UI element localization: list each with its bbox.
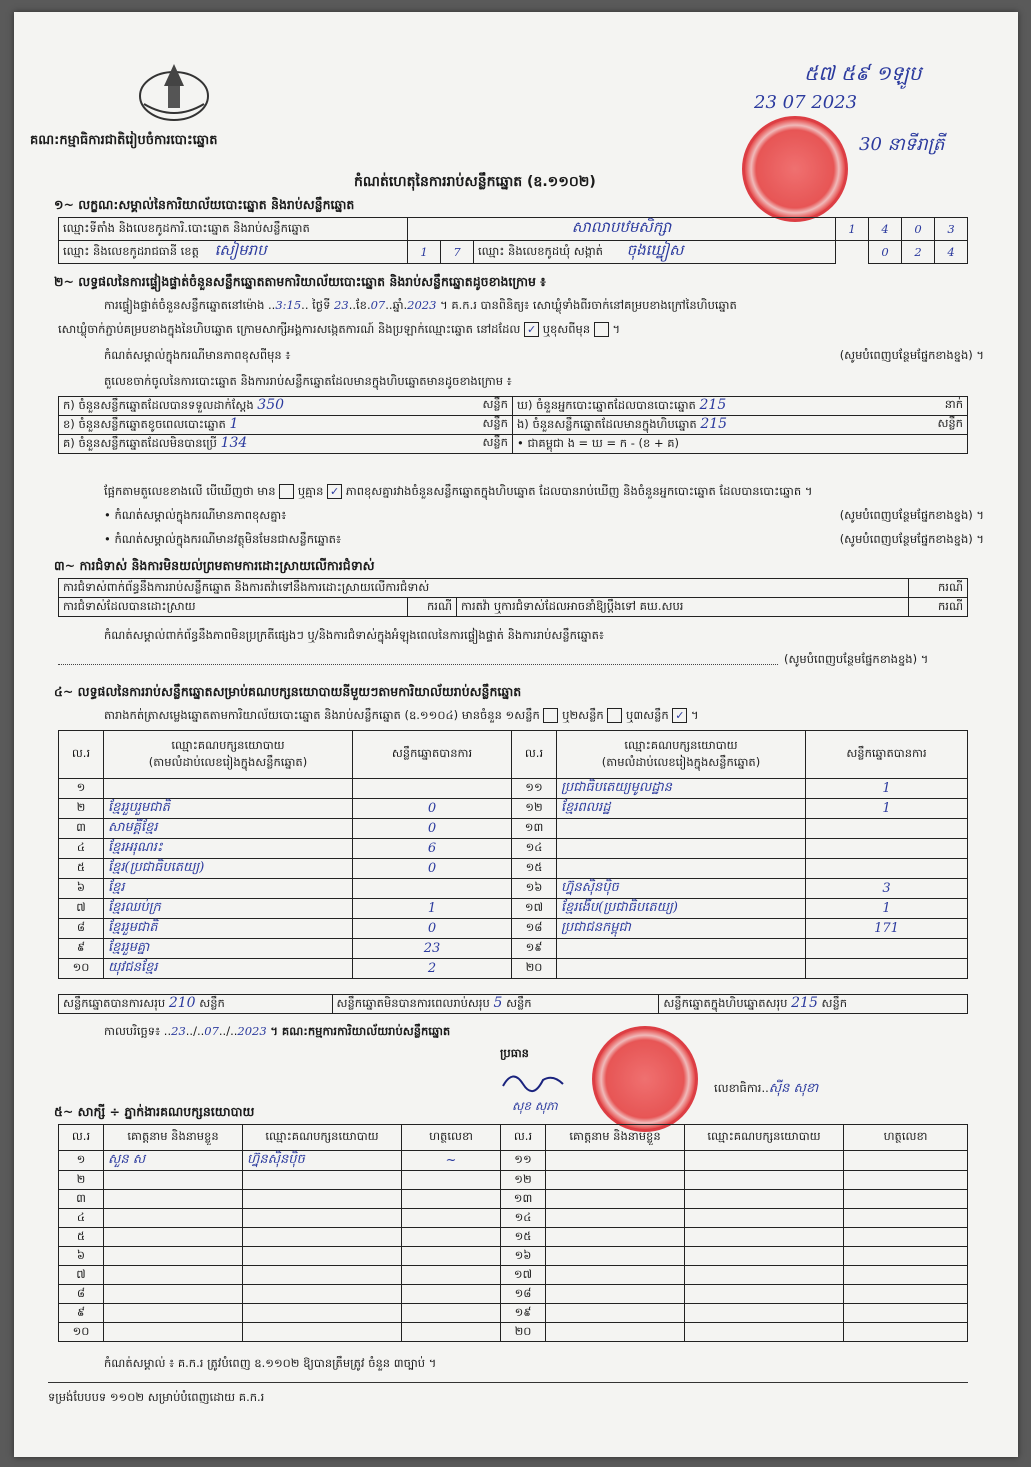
row-number: ១៨ (501, 1285, 546, 1304)
row-number: ៦ (59, 1247, 104, 1266)
location-code-3: 0 (902, 218, 935, 241)
valid-votes: 1 (806, 799, 968, 819)
sheet-count-line: តារាងកត់ត្រាសម្លេងឆ្នោតតាមការិយាល័យបោះឆ្នោត និងរាប់សន្លឹកឆ្នោត (ឧ.១១០៤) មានចំនួន ១សន្លឹក ឬ២សន្លឹក ឬ៣សន្លឹក ✓ ។ (104, 708, 699, 722)
row-number: ១៩ (512, 939, 557, 959)
table-row (59, 839, 968, 859)
witness-signature (402, 1266, 501, 1285)
party-name: យុវជនខ្មែរ (104, 959, 353, 979)
commune-code-2: 2 (902, 241, 935, 264)
witness-party (243, 1171, 402, 1190)
row-number: ១៤ (512, 839, 557, 859)
section2-heading: ២~ លទ្ធផលនៃការផ្ទៀងផ្ទាត់ចំនួនសន្លឹកឆ្នោតតាមការិយាល័យបោះឆ្នោត និងរាប់សន្លឹកឆ្នោតដូចខាងក្រោម ៖ (54, 274, 546, 289)
form-title: កំណត់ហេតុនៃការរាប់សន្លឹកឆ្នោត (ឧ.១១០២) (354, 174, 596, 190)
location-label: ឈ្មោះទីតាំង និងលេខកូដការិ.បោះឆ្នោត និងរាប់សន្លឹកឆ្នោត (59, 218, 408, 241)
time-value: 3:15 (275, 298, 302, 312)
row-number: ៩ (59, 1304, 104, 1323)
witness-name: សួន ស (104, 1151, 243, 1171)
party-name: ខ្មែររួមជាតិ (104, 919, 353, 939)
valid-votes (806, 939, 968, 959)
valid-votes (806, 819, 968, 839)
objection-appeal: ការតវ៉ា ឬការជំទាស់ដែលអាចនាំឱ្យប្តឹងទៅ គឃ.សបរ (457, 598, 909, 617)
party-name: សាមគ្គីខ្មែរ (104, 819, 353, 839)
party-name: ខ្មែររួបរួមជាតិ (104, 799, 353, 819)
secretary-block: លេខាធិការ..ស៊ីន សុខា (714, 1081, 819, 1096)
location-code-4: 3 (935, 218, 968, 241)
row-number: ១ (59, 779, 104, 799)
table-row (59, 1190, 968, 1209)
total-invalid: 5 (493, 995, 503, 1011)
witness-party (243, 1247, 402, 1266)
row-number: ១៧ (512, 899, 557, 919)
row-number: ១១ (512, 779, 557, 799)
party-name: ប្រជាជនកម្ពុជា (557, 919, 806, 939)
witness-name (104, 1190, 243, 1209)
witness-party (685, 1285, 844, 1304)
table-row (59, 1151, 968, 1171)
party-results-table: ល.រ ឈ្មោះគណបក្សនយោបាយ (តាមលំដាប់លេខរៀងក្នុងសន្លឹកឆ្នោត) សន្លឹកឆ្នោតបានការ ល.រ ឈ្មោះគណបក្សនយោបាយ (តាមលំដាប់លេខរៀងក្នុងសន្លឹកឆ្នោត) សន្លឹកឆ្នោតបានការ ១ ១១ ប្រជាធិបតេយ្យមូលដ្ឋាន 1 ២ ខ្មែររួបរួមជាតិ 0 ១២ ខ្មែរពលរដ្ឋ 1 ៣ សាមគ្គីខ្មែរ 0 ១៣ ៤ ខ្មែរអរុណរះ 6 ១៤ ៥ ខ្មែរ(ប្រជាធិបតេយ្យ) 0 ១៥ ៦ ខ្មែរ ១៦ ហ្វ៊ុនស៊ិនប៉ិច 3 ៧ ខ្មែរឈប់ក្រ 1 ១៧ ខ្មែរងើប(ប្រជាធិបតេយ្យ) 1 ៨ ខ្មែររួមជាតិ 0 ១៨ ប្រជាជនកម្ពុជា 171 ៩ ខ្មែររួមគ្នា 23 ១៩ ១០ យុវជនខ្មែរ 2 ២០ (58, 730, 968, 979)
witness-party (685, 1190, 844, 1209)
diff-line: ផ្អែកតាមតួលេខខាងលើ បើឃើញថា មាន ឬគ្មាន ✓ ភាពខុសគ្នារវាងចំនួនសន្លឹកឆ្នោតក្នុងហិបឆ្នោត ដែលបានរាប់ឃើញ និងចំនួនអ្នកបោះឆ្នោត ដែលបានបោះឆ្នោត ។ (104, 484, 813, 498)
witness-signature: ~ (402, 1151, 501, 1171)
figures-intro: តួលេខចាក់ចូលនៃការបោះឆ្នោត និងការរាប់សន្លឹកឆ្នោតដែលមានក្នុងហិបឆ្នោតមានដូចខាងក្រោម ៖ (104, 374, 512, 388)
commune-value: ចុងឃ្នៀស (626, 241, 684, 259)
row-number: ៩ (59, 939, 104, 959)
bullet-note-1: • កំណត់សម្គាល់ក្នុងករណីមានភាពខុសគ្នា៖ (សូមបំពេញបន្ថែមផ្នែកខាងខ្នង) ។ (104, 508, 984, 522)
verification-line: ការផ្ទៀងផ្ទាត់ចំនួនសន្លឹកឆ្នោតនៅម៉ោង ..3:15.. ថ្ងៃទី 23..ខែ.07..ឆ្នាំ.2023 ។ គ.ក.រ បានពិនិត្យ៖ សោឃ្លុំទាំងពីរចាក់នៅគម្របខាងក្រៅនៃហិបឆ្នោត (104, 298, 737, 312)
witness-name (546, 1209, 685, 1228)
signing-date-line: កាលបរិច្ឆេទ៖ ..23../..07../..2023 ។ គណ:កម្មការការិយាល័យរាប់សន្លឹកឆ្នោត (104, 1024, 451, 1038)
witness-party (243, 1285, 402, 1304)
party-name: ប្រជាធិបតេយ្យមូលដ្ឋាន (557, 779, 806, 799)
three-sheets-checkbox[interactable]: ✓ (672, 708, 687, 723)
national-emblem-icon (134, 56, 214, 126)
witness-signature (402, 1304, 501, 1323)
totals-table: សន្លឹកឆ្នោតបានការសរុប 210 សន្លឹក សន្លឹកឆ្នោតមិនបានការពេលរាប់សរុប 5 សន្លឹក សន្លឹកឆ្នោតក្នុងហិបឆ្នោតសរុប 215 សន្លឹក (58, 994, 968, 1014)
commune-code-3: 4 (935, 241, 968, 264)
valid-votes: 3 (806, 879, 968, 899)
witness-name (546, 1304, 685, 1323)
witness-name (546, 1171, 685, 1190)
witness-signature (844, 1228, 968, 1247)
table-row (59, 1247, 968, 1266)
table-row (59, 899, 968, 919)
province-code-1: 1 (408, 241, 441, 264)
party-name: ខ្មែរអរុណរះ (104, 839, 353, 859)
bullet-note-2: • កំណត់សម្គាល់ក្នុងករណីមានវត្ថុមិនមែនជាសន្លឹកឆ្នោត៖ (សូមបំពេញបន្ថែមផ្នែកខាងខ្នង) ។ (104, 532, 984, 546)
row-number: ១៣ (512, 819, 557, 839)
table-row (59, 779, 968, 799)
stamp-handwriting-1: ៥៧ ៥៩ ១ឡូប (804, 61, 922, 85)
table-row (59, 819, 968, 839)
year-value: 2023 (407, 298, 437, 312)
row-number: ១៧ (501, 1266, 546, 1285)
row-number: ២ (59, 1171, 104, 1190)
witness-party (243, 1304, 402, 1323)
witness-note: កំណត់សម្គាល់ ៖ គ.ក.រ ត្រូវបំពេញ ឧ.១១០២ ឱ្យបានត្រឹមត្រូវ ចំនួន ៣ច្បាប់ ។ (104, 1356, 437, 1370)
row-number: ១៥ (501, 1228, 546, 1247)
valid-votes: 0 (353, 919, 512, 939)
witness-party (685, 1151, 844, 1171)
row-number: ៥ (59, 859, 104, 879)
row-number: ៨ (59, 1285, 104, 1304)
row-number: ១០ (59, 959, 104, 979)
table-row (59, 1209, 968, 1228)
witness-name (546, 1323, 685, 1342)
official-seal-top (742, 116, 848, 222)
witness-signature (402, 1209, 501, 1228)
witness-party (243, 1209, 402, 1228)
valid-votes: 0 (353, 819, 512, 839)
witness-name (104, 1209, 243, 1228)
witness-name (546, 1151, 685, 1171)
witness-name (104, 1285, 243, 1304)
witness-name (104, 1323, 243, 1342)
has-diff-checkbox[interactable] (279, 484, 294, 499)
figures-row-a: ក) ចំនួនសន្លឹកឆ្នោតដែលបានទទួលដាក់ស្តែង 350 សន្លឹក ឃ) ចំនួនអ្នកបោះឆ្នោតដែលបានបោះឆ្នោត 215 នាក់ (59, 397, 968, 416)
two-sheets-checkbox[interactable] (607, 708, 622, 723)
different-checkbox[interactable] (594, 322, 609, 337)
objection-note-tail: (សូមបំពេញបន្ថែមផ្នែកខាងខ្នង) ។ (784, 652, 929, 666)
witness-party (685, 1171, 844, 1190)
objection-note-line (58, 652, 778, 665)
row-number: ៤ (59, 1209, 104, 1228)
row-number: ៥ (59, 1228, 104, 1247)
section1-heading: ១~ លក្ខណ:សម្គាល់នៃការិយាល័យបោះឆ្នោត និងរាប់សន្លឹកឆ្នោត (54, 197, 355, 212)
witness-signature (402, 1190, 501, 1209)
witness-signature (844, 1190, 968, 1209)
section5-heading: ៥~ សាក្សី ÷ ភ្នាក់ងារគណបក្សនយោបាយ (54, 1104, 255, 1119)
party-name: ហ្វ៊ុនស៊ិនប៉ិច (557, 879, 806, 899)
witness-signature (844, 1247, 968, 1266)
witness-name (104, 1171, 243, 1190)
row-number: ១៤ (501, 1209, 546, 1228)
row-number: ១៩ (501, 1304, 546, 1323)
row-number: ១៦ (501, 1247, 546, 1266)
witness-party (243, 1228, 402, 1247)
objection-note: កំណត់សម្គាល់ពាក់ព័ន្ធនឹងភាពមិនប្រក្រតីផ្សេងៗ ឬ/និងការជំទាស់ក្នុងអំឡុងពេលនៃការផ្ទៀងផ្ទាត់ និងការរាប់សន្លឹកឆ្នោត៖ (104, 628, 604, 642)
row-number: ១២ (512, 799, 557, 819)
chair-signature-icon (498, 1066, 568, 1099)
party-name (557, 819, 806, 839)
party-name: ខ្មែររួមគ្នា (104, 939, 353, 959)
valid-votes: 171 (806, 919, 968, 939)
table-row (59, 959, 968, 979)
witness-name (546, 1228, 685, 1247)
witness-name (104, 1228, 243, 1247)
row-number: ២០ (512, 959, 557, 979)
section3-heading: ៣~ ការជំទាស់ និងការមិនយល់ព្រមតាមការដោះស្រាយលើការជំទាស់ (54, 558, 375, 573)
row-number: ២ (59, 799, 104, 819)
witness-name (546, 1247, 685, 1266)
witness-party (685, 1209, 844, 1228)
valid-votes: 1 (353, 899, 512, 919)
valid-votes: 1 (806, 779, 968, 799)
party-name (557, 959, 806, 979)
witness-party (685, 1323, 844, 1342)
figures-row-c: គ) ចំនួនសន្លឹកឆ្នោតដែលមិនបានប្រើ 134 សន្លឹក • ជាគម្ពុជា ង = ឃ = ក - (ខ + គ) (59, 435, 968, 454)
commune-code-1: 0 (869, 241, 902, 264)
valid-votes: 6 (353, 839, 512, 859)
table-row (59, 1228, 968, 1247)
location-code-2: 4 (869, 218, 902, 241)
figures-row-b: ខ) ចំនួនសន្លឹកឆ្នោតខូចពេលបោះឆ្នោត 1 សន្លឹក ង) ចំនួនសន្លឹកឆ្នោតដែលមានក្នុងហិបឆ្នោត 215 សន្លឹក (59, 416, 968, 435)
table-row (59, 879, 968, 899)
table-row (59, 919, 968, 939)
witness-party (685, 1247, 844, 1266)
footer-rule (48, 1382, 968, 1383)
row-number: ៨ (59, 919, 104, 939)
objection-row-1: ការជំទាស់ពាក់ព័ន្ធនឹងការរាប់សន្លឹកឆ្នោត និងការតវ៉ាទៅនឹងការដោះស្រាយលើការជំទាស់ (59, 579, 909, 598)
witness-signature (844, 1171, 968, 1190)
table-row (59, 1304, 968, 1323)
party-name: ខ្មែរងើប(ប្រជាធិបតេយ្យ) (557, 899, 806, 919)
witness-signature (402, 1323, 501, 1342)
witness-party (243, 1323, 402, 1342)
ballot-figures-table (58, 396, 968, 454)
table-row (59, 1285, 968, 1304)
total-valid: 210 (168, 995, 196, 1011)
table-row (59, 1323, 968, 1342)
party-name (557, 859, 806, 879)
witness-name (104, 1266, 243, 1285)
province-code-2: 7 (441, 241, 474, 264)
row-number: ៤ (59, 839, 104, 859)
month-value: 07 (370, 298, 386, 312)
total-in-box: 215 (791, 995, 818, 1011)
form-footer: ទម្រង់បែបបទ ១១០២ សម្រាប់បំពេញដោយ គ.ក.រ (48, 1390, 265, 1404)
witness-signature (844, 1323, 968, 1342)
province-value: សៀមរាប (214, 241, 267, 259)
objection-resolved: ការជំទាស់ដែលបានដោះស្រាយ (59, 598, 408, 617)
party-name (104, 779, 353, 799)
valid-votes: 1 (806, 899, 968, 919)
row-number: ៣ (59, 1190, 104, 1209)
witness-signature (844, 1151, 968, 1171)
stamp-handwriting-time: 30 នាទីរាត្រី (859, 134, 945, 155)
party-name (557, 839, 806, 859)
row-number: ៧ (59, 1266, 104, 1285)
valid-votes (353, 779, 512, 799)
valid-votes: 0 (353, 799, 512, 819)
day-value: 23 (334, 298, 349, 312)
witness-party (685, 1266, 844, 1285)
witness-signature (402, 1228, 501, 1247)
row-number: ១១ (501, 1151, 546, 1171)
official-seal-bottom (592, 1026, 698, 1132)
witness-table: ល.រ គោត្តនាម និងនាមខ្លួន ឈ្មោះគណបក្សនយោបាយ ហត្ថលេខា ល.រ គោត្តនាម និងនាមខ្លួន ឈ្មោះគណបក្សនយោបាយ ហត្ថលេខា ១ សួន ស ហ្វ៊ុនស៊ិនប៉ិច ~ ១១ ២ ១២ ៣ ១៣ ៤ ១៤ ៥ ១៥ ៦ ១៦ ៧ ១៧ ៨ ១៨ ៩ ១៩ ១០ ២០ (58, 1124, 968, 1342)
location-code-1: 1 (836, 218, 869, 241)
table-row (59, 1266, 968, 1285)
valid-votes: 2 (353, 959, 512, 979)
valid-votes (806, 839, 968, 859)
table-row (59, 939, 968, 959)
province-label: ឈ្មោះ និងលេខកូដរាជធានី ខេត្ត (63, 244, 199, 258)
witness-party: ហ្វ៊ុនស៊ិនប៉ិច (243, 1151, 402, 1171)
location-value: សាលាបឋមសិក្សា (408, 218, 836, 241)
witness-signature (402, 1247, 501, 1266)
row-number: ១៨ (512, 919, 557, 939)
row-number: ៦ (59, 879, 104, 899)
witness-party (685, 1228, 844, 1247)
valid-votes (353, 879, 512, 899)
same-checkbox[interactable]: ✓ (524, 322, 539, 337)
witness-party (243, 1190, 402, 1209)
witness-signature (844, 1304, 968, 1323)
row-number: ២០ (501, 1323, 546, 1342)
witness-party (243, 1266, 402, 1285)
witness-party (685, 1304, 844, 1323)
diff-note-line: កំណត់សម្គាល់ក្នុងករណីមានភាពខុសពីមុន ៖ (សូមបំពេញបន្ថែមផ្នែកខាងខ្នង) ។ (104, 348, 984, 362)
row-number: ៧ (59, 899, 104, 919)
valid-votes (806, 959, 968, 979)
table-row (59, 859, 968, 879)
commune-label: ឈ្មោះ និងលេខកូដឃុំ សង្កាត់ (478, 244, 603, 258)
witness-signature (844, 1266, 968, 1285)
witness-name (104, 1247, 243, 1266)
no-diff-checkbox[interactable]: ✓ (327, 484, 342, 499)
table-row (59, 1171, 968, 1190)
valid-votes (806, 859, 968, 879)
witness-name (546, 1190, 685, 1209)
row-number: ១៣ (501, 1190, 546, 1209)
row-number: ១៦ (512, 879, 557, 899)
row-number: ១ (59, 1151, 104, 1171)
table-row (59, 799, 968, 819)
form-page (14, 12, 1018, 1457)
witness-name (546, 1285, 685, 1304)
witness-name (546, 1266, 685, 1285)
one-sheet-checkbox[interactable] (543, 708, 558, 723)
valid-votes: 23 (353, 939, 512, 959)
party-name: ខ្មែរ (104, 879, 353, 899)
chair-label: ប្រធាន (500, 1046, 529, 1060)
row-number: ១០ (59, 1323, 104, 1342)
witness-signature (402, 1285, 501, 1304)
row-number: ១២ (501, 1171, 546, 1190)
section4-heading: ៤~ លទ្ធផលនៃការរាប់សន្លឹកឆ្នោតសម្រាប់គណបក្សនយោបាយនីមួយៗតាមការិយាល័យរាប់សន្លឹកឆ្នោត (54, 684, 522, 699)
witness-name (104, 1304, 243, 1323)
party-name: ខ្មែរ(ប្រជាធិបតេយ្យ) (104, 859, 353, 879)
row-number: ១៥ (512, 859, 557, 879)
objections-table: ការជំទាស់ពាក់ព័ន្ធនឹងការរាប់សន្លឹកឆ្នោត និងការតវ៉ាទៅនឹងការដោះស្រាយលើការជំទាស់ ករណី ការជំទាស់ដែលបានដោះស្រាយ ករណី ការតវ៉ា ឬការជំទាស់ដែលអាចនាំឱ្យប្តឹងទៅ គឃ.សបរ ករណី (58, 578, 968, 617)
party-name (557, 939, 806, 959)
row-number: ៣ (59, 819, 104, 839)
witness-signature (844, 1285, 968, 1304)
committee-name: គណ:កម្មាធិការជាតិរៀបចំការបោះឆ្នោត (30, 133, 218, 148)
party-name: ខ្មែរពលរដ្ឋ (557, 799, 806, 819)
lock-line: សោឃ្លុំចាក់ភ្ជាប់គម្របខាងក្នុងនៃហិបឆ្នោត ក្រោមសាក្សីអង្គការសង្កេតការណ៍ និងប្រឡាក់ឈ្មោះឆ្នោត នៅដដែល ✓ ឬខុសពីមុន ។ (58, 322, 621, 336)
party-name: ខ្មែរឈប់ក្រ (104, 899, 353, 919)
stamp-handwriting-date: 23 07 2023 (754, 92, 858, 113)
section1-table (58, 217, 968, 264)
witness-signature (844, 1209, 968, 1228)
witness-signature (402, 1171, 501, 1190)
valid-votes: 0 (353, 859, 512, 879)
chair-name: សុខ សុភា (512, 1099, 558, 1113)
